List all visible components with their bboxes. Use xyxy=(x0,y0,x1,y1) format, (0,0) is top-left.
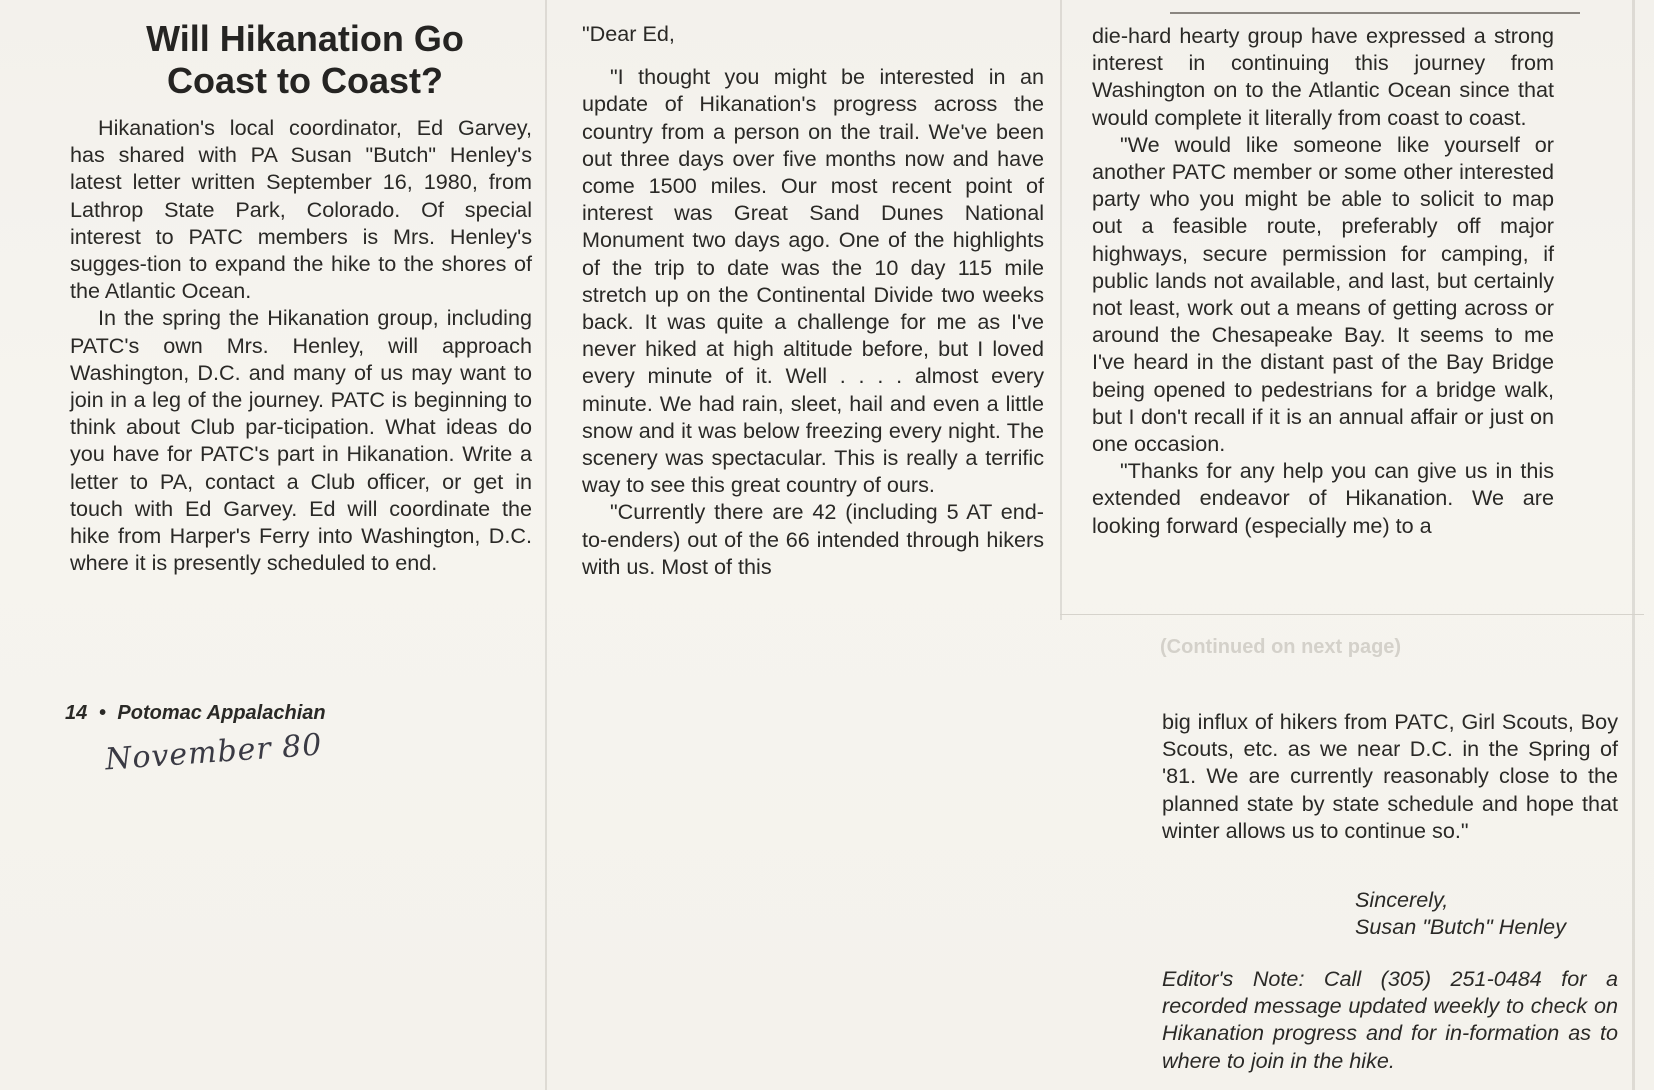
editor-note: Editor's Note: Call (305) 251-0484 for a recorded message updated weekly to check on Hikanation progress and for in-formation as to where to join in the hike. xyxy=(1162,966,1618,1073)
signoff-text: Sincerely, xyxy=(1355,887,1449,912)
paragraph: "Thanks for any help you can give us in this extended endeavor of Hikanation. We are looking forward (especially me) to a xyxy=(1092,458,1554,538)
article-column-3 xyxy=(1092,22,1554,539)
paragraph: Hikanation's local coordinator, Ed Garvey, has shared with PA Susan "Butch" Henley's latest letter written September 16, 1980, from Lathrop State Park, Colorado. Of special interest to PATC members is Mrs. Henley's sugges-tion to expand the hike to the shores of the Atlantic Ocean. xyxy=(70,115,532,304)
letter-signoff xyxy=(1355,886,1566,940)
handwritten-date: November 80 xyxy=(104,727,324,778)
paragraph: "Currently there are 42 (including 5 AT end-to-enders) out of the 66 intended through hikers with us. Most of this xyxy=(582,499,1044,579)
signature-name: Susan "Butch" Henley xyxy=(1355,914,1566,940)
paragraph: "I thought you might be interested in an update of Hikanation's progress across the country from a person on the trail. We've been out three days over five months now and have come 1500 miles. Our most recent point of interest was Great Sand Dunes National Monument two days ago. One of the highlights of the trip to date was the 10 day 115 mile stretch up on the Continental Divide two weeks back. It was quite a challenge for me as I've never hiked at high altitude before, but I loved every minute of it. Well . . . . almost every minute. We had rain, sleet, hail and even a little snow and it was below freezing every night. The scenery was spectacular. This is really a terrific way to see this great country of ours. xyxy=(582,64,1044,498)
page-footer xyxy=(65,702,326,725)
paragraph: "We would like someone like yourself or another PATC member or some other interested party who you might be able to solicit to map out a feasible route, preferably off major highways, secure permission for camping, if public lands not available, and last, but certainly not least, work out a means of getting across or around the Chesapeake Bay. It seems to me I've heard in the distant past of the Bay Bridge being opened to pedestrians for a bridge walk, but I don't recall if it is an annual affair or just on one occasion. xyxy=(1092,131,1554,457)
letter-salutation: "Dear Ed, xyxy=(582,21,675,46)
bullet-separator: • xyxy=(98,702,106,724)
headline-line-1: Will Hikanation Go xyxy=(146,18,464,59)
paragraph: big influx of hikers from PATC, Girl Scouts, Boy Scouts, etc. as we near D.C. in the Spring of '81. We are currently reasonably close to the planned state by state schedule and hope that winter allows us to continue so." xyxy=(1162,709,1618,843)
article-column-4 xyxy=(1162,708,1618,844)
headline-line-2: Coast to Coast? xyxy=(166,60,443,101)
article-column-2 xyxy=(582,20,1044,580)
page-title xyxy=(70,18,540,102)
page-number: 14 xyxy=(65,702,88,724)
paragraph: die-hard hearty group have expressed a strong interest in continuing this journey from Washington on to the Atlantic Ocean since that would complete it literally from coast to coast. xyxy=(1092,23,1554,130)
clipping-edge xyxy=(1060,614,1644,615)
publication-name: Potomac Appalachian xyxy=(117,702,326,724)
continued-note: (Continued on next page) xyxy=(1160,636,1402,658)
article-column-1 xyxy=(70,114,532,576)
paragraph: In the spring the Hikanation group, including PATC's own Mrs. Henley, will approach Washington, D.C. and many of us may want to join in a leg of the journey. PATC is beginning to think about Club par-ticipation. What ideas do you have for PATC's part in Hikanation. Write a letter to PA, contact a Club officer, or get in touch with Ed Garvey. Ed will coordinate the hike from Harper's Ferry into Washington, D.C. where it is presently scheduled to end. xyxy=(70,305,532,576)
top-rule xyxy=(1170,12,1580,14)
fold-crease xyxy=(1632,0,1635,1090)
fold-crease xyxy=(545,0,547,1090)
fold-crease xyxy=(1060,0,1062,620)
